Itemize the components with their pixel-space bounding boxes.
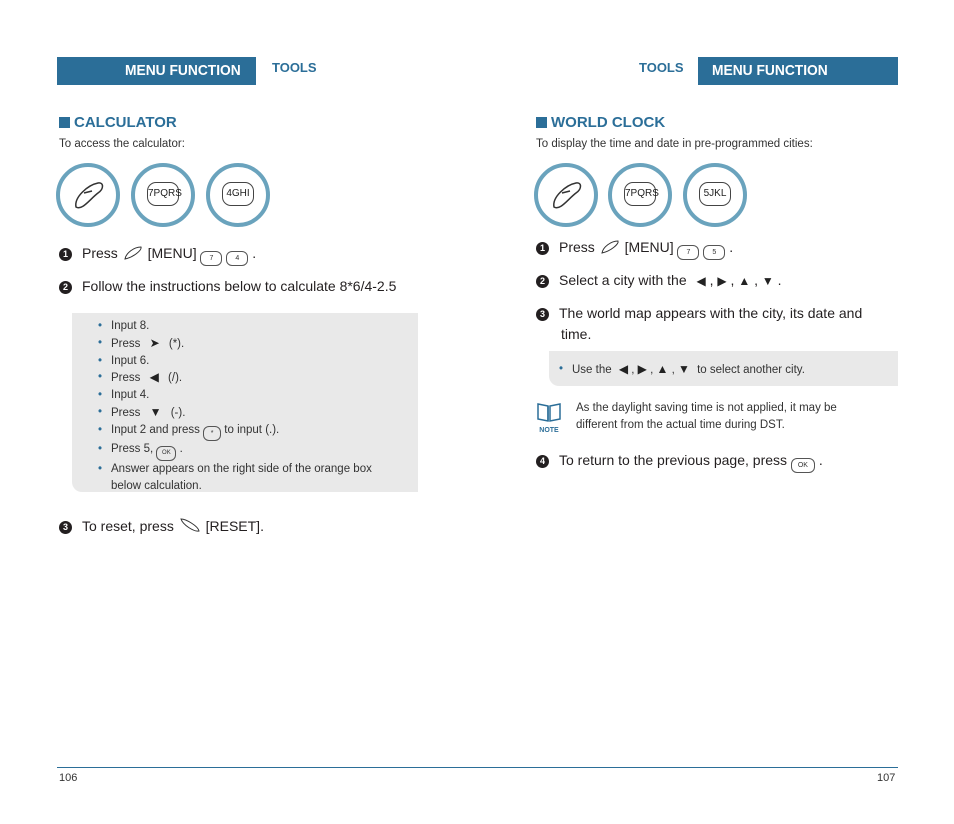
tools-label-left: TOOLS bbox=[272, 60, 317, 75]
calc-instructions-box bbox=[72, 313, 418, 492]
right-arrow-icon: ➤ bbox=[149, 335, 160, 350]
step-1-number: 1 bbox=[59, 248, 72, 261]
section-square-icon bbox=[536, 117, 547, 128]
calculator-title: CALCULATOR bbox=[59, 114, 177, 131]
footer-line-left bbox=[57, 767, 477, 768]
key-7-circle bbox=[131, 163, 195, 227]
down-arrow-icon: ▼ bbox=[149, 404, 162, 419]
tools-label-right: TOOLS bbox=[639, 60, 684, 75]
menu-key-icon bbox=[538, 167, 594, 223]
list-item: • Input 8. bbox=[98, 318, 418, 335]
right-arrow-icon: ▶ bbox=[637, 362, 647, 376]
calc-step-2: 2 Follow the instructions below to calculate 8*6/4-2.5 bbox=[59, 278, 396, 294]
step-2-number: 2 bbox=[59, 281, 72, 294]
note-text: As the daylight saving time is not applied, it may be different from the actual time during DST. bbox=[576, 402, 837, 431]
list-item: • Use the ◀ , ▶ , ▲ , ▼ to select another city. bbox=[559, 361, 898, 379]
list-item: • Answer appears on the right side of the orange box below calculation. bbox=[98, 461, 418, 495]
menu-function-tab-right: MENU FUNCTION bbox=[698, 57, 898, 85]
key-4-icon: 4GHI bbox=[222, 182, 254, 206]
book-icon bbox=[536, 401, 562, 423]
list-item: • Press ➤ (*). bbox=[98, 335, 418, 353]
menu-key-icon bbox=[60, 167, 116, 223]
left-arrow-icon: ◀ bbox=[618, 362, 629, 376]
world-clock-intro: To display the time and date in pre-programmed cities: bbox=[536, 138, 813, 150]
footer-line-right bbox=[477, 767, 898, 768]
key-7-small-icon: 7 bbox=[677, 245, 699, 260]
key-7-small-icon: 7 bbox=[200, 251, 222, 266]
ok-key-icon: OK bbox=[791, 458, 815, 473]
step-2-number: 2 bbox=[536, 275, 549, 288]
down-arrow-icon: ▼ bbox=[761, 274, 774, 288]
world-clock-title: WORLD CLOCK bbox=[536, 114, 665, 131]
list-item: • Input 4. bbox=[98, 387, 418, 404]
step-3-number: 3 bbox=[59, 521, 72, 534]
key-7-circle bbox=[608, 163, 672, 227]
list-item: • Input 6. bbox=[98, 353, 418, 370]
menu-softkey-icon bbox=[122, 245, 144, 261]
clock-tip-box bbox=[549, 351, 898, 386]
clock-step-2: 2 Select a city with the ◀ , ▶ , ▲ , ▼ . bbox=[536, 272, 782, 288]
reset-softkey-icon bbox=[178, 516, 202, 534]
menu-key-circle bbox=[534, 163, 598, 227]
up-arrow-icon: ▲ bbox=[738, 274, 751, 288]
key-5-icon: 5JKL bbox=[699, 182, 731, 206]
left-arrow-icon: ◀ bbox=[696, 274, 706, 288]
calc-step-3: 3 To reset, press [RESET]. bbox=[59, 516, 264, 534]
note-icon bbox=[536, 401, 562, 433]
ok-key-icon: OK bbox=[156, 446, 176, 461]
list-item: • Input 2 and press * to input (.). bbox=[98, 422, 418, 441]
key-5-circle bbox=[683, 163, 747, 227]
section-square-icon bbox=[59, 117, 70, 128]
calc-step-1: 1 Press [MENU] 7 4 . bbox=[59, 245, 256, 266]
key-4-small-icon: 4 bbox=[226, 251, 248, 266]
page-number-right: 107 bbox=[877, 772, 896, 784]
list-item: • Press 5, OK . bbox=[98, 441, 418, 461]
right-arrow-icon: ▶ bbox=[717, 274, 727, 288]
note-label: NOTE bbox=[539, 427, 559, 434]
step-4-number: 4 bbox=[536, 455, 549, 468]
menu-softkey-icon bbox=[599, 239, 621, 255]
clock-step-3: 3 The world map appears with the city, its date and time. bbox=[536, 303, 862, 345]
step-3-number: 3 bbox=[536, 308, 549, 321]
clock-step-4: 4 To return to the previous page, press OK . bbox=[536, 452, 823, 473]
list-item: • Press ▼ (-). bbox=[98, 404, 418, 422]
list-item: • Press ◀ (/). bbox=[98, 369, 418, 387]
calculator-intro: To access the calculator: bbox=[59, 138, 185, 150]
key-5-small-icon: 5 bbox=[703, 245, 725, 260]
left-arrow-icon: ◀ bbox=[149, 370, 159, 385]
down-arrow-icon: ▼ bbox=[677, 362, 690, 376]
menu-key-circle bbox=[56, 163, 120, 227]
clock-tip-list bbox=[549, 351, 898, 379]
menu-function-tab-left: MENU FUNCTION bbox=[57, 57, 256, 85]
key-7-icon: 7PQRS bbox=[624, 182, 656, 206]
key-4-circle bbox=[206, 163, 270, 227]
up-arrow-icon: ▲ bbox=[656, 362, 669, 376]
clock-step-1: 1 Press [MENU] 7 5 . bbox=[536, 239, 733, 260]
page-number-left: 106 bbox=[59, 772, 78, 784]
key-7-icon: 7PQRS bbox=[147, 182, 179, 206]
calc-instruction-list bbox=[72, 313, 418, 494]
step-1-number: 1 bbox=[536, 242, 549, 255]
star-key-icon: * bbox=[203, 426, 221, 441]
